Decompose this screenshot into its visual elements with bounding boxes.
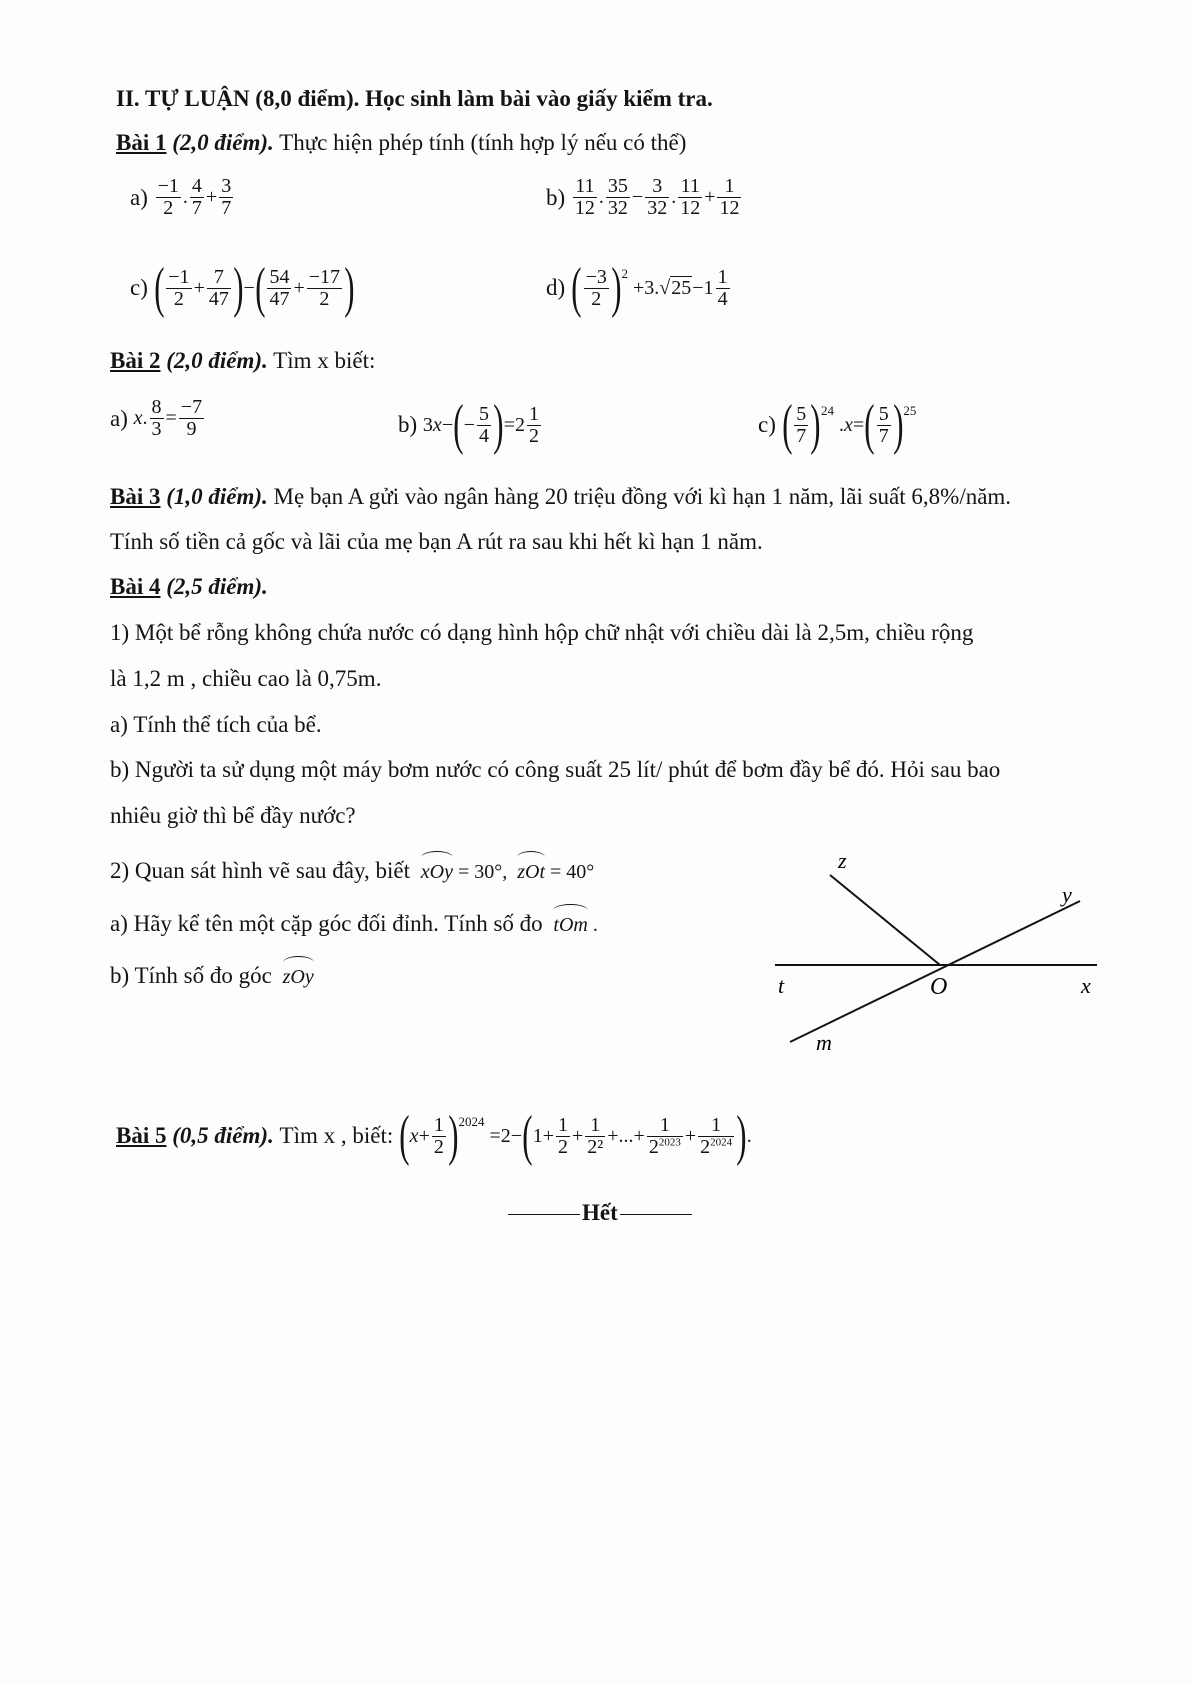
label-z: z [838,850,847,873]
bai1-points: (2,0 điểm). [172,130,274,155]
bai3-text2: Tính số tiền cả gốc và lãi của mẹ bạn A rút ra sau khi hết kì hạn 1 năm. [110,529,763,554]
bai2-b-expr: 3 x − ( − 5 4 ) =2 1 2 [422,394,539,456]
bai1-heading [116,130,686,156]
bai2-b-label: b) [398,412,418,437]
bai4-heading [110,574,268,600]
bai5-points: (0,5 điểm). [172,1123,274,1148]
label-y: y [1062,882,1072,907]
end-marker [506,1200,694,1226]
bai1-a-expr: −1 2 . 4 7 + 3 7 [157,175,232,219]
bai2-a [110,397,206,440]
bai1-a-label: a) [130,184,148,210]
bai4-p2-b: b) Tính số đo góc [110,963,272,988]
bai1-d [546,257,732,319]
section-heading: II. TỰ LUẬN (8,0 điểm). Học sinh làm bài vào giấy kiểm tra. [116,86,713,111]
bai5-text: Tìm x , biết: [279,1123,394,1148]
bai3-text1: Mẹ bạn A gửi vào ngân hàng 20 triệu đồng với kì hạn 1 năm, lãi suất 6,8%/năm. [273,484,1012,509]
bai1-b [546,176,743,219]
bai2-a-label: a) [110,405,128,431]
bai1-a [130,176,235,219]
bai4-label: Bài 4 [110,574,161,599]
bai5-line [116,1105,752,1167]
bai1-text: Thực hiện phép tính (tính hợp lý nếu có thể) [279,130,687,155]
bai2-heading [110,348,375,374]
bai1-b-expr: 11 12 . 35 32 − 3 32 . 11 12 + 1 12 [574,175,740,219]
end-text: Hết [582,1200,618,1225]
bai1-c [130,257,355,319]
bai4-p1-line2: là 1,2 m , chiều cao là 0,75m. [110,666,382,691]
line-my [790,901,1080,1042]
bai4-p1-b-line2: nhiêu giờ thì bể đầy nước? [110,803,356,828]
bai3-line1 [110,484,1011,510]
bai4-p1-b-line1: b) Người ta sử dụng một máy bơm nước có công suất 25 lít/ phút để bơm đầy bể đó. Hỏi sau bao [110,757,1001,782]
bai4-p2-a: a) Hãy kể tên một cặp góc đối đỉnh. Tính số đo [110,911,543,936]
bai4-p2-b-line: b) Tính số đo góc zOy [110,963,314,988]
bai1-d-expr: ( −3 2 ) 2 +3.√ 25 −1 1 4 [571,257,728,319]
bai4-p2-intro-line: 2) Quan sát hình vẽ sau đây, biết xOy = 30°, zOt = 40° [110,858,595,883]
bai2-label: Bài 2 [110,348,161,373]
bai2-a-expr: x . 8 3 = −7 9 [133,396,203,440]
label-o: O [930,974,948,1000]
bai5-label: Bài 5 [116,1123,167,1148]
bai1-b-label: b) [546,184,566,210]
bai5-expr: ( x + 1 2 ) 2024 =2− ( 1+ 1 2 + 1 2² +...+ 1 $2^{2023}$ + 1 $2^{2024}$ ) . [399,1105,752,1167]
bai1-c-label: c) [130,275,148,300]
bai2-c-label: c) [758,412,776,437]
bai4-p1-a: a) Tính thể tích của bể. [110,712,322,737]
bai4-p2-intro: 2) Quan sát hình vẽ sau đây, biết [110,858,410,883]
bai3-label: Bài 3 [110,484,161,509]
bai3-points: (1,0 điểm). [166,484,268,509]
ray-oz [830,875,940,965]
bai4-p1-line1: 1) Một bể rỗng không chứa nước có dạng hình hộp chữ nhật với chiều dài là 2,5m, chiều rộng [110,620,974,645]
angle-figure [760,850,1100,1060]
bai1-label: Bài 1 [116,130,167,155]
bai2-c [758,394,917,456]
label-m: m [816,1030,832,1055]
label-x: x [1081,973,1091,998]
bai2-c-expr: ( 5 7 ) 24 . x = ( 5 7 ) 25 [781,394,917,456]
bai1-d-label: d) [546,275,566,300]
bai2-b [398,394,543,456]
bai4-points: (2,5 điểm). [166,574,268,599]
bai4-p2-a-line: a) Hãy kể tên một cặp góc đối đỉnh. Tính số đo tOm . [110,911,598,936]
bai1-c-expr: ( −1 2 + 7 47 ) − ( 54 47 + −17 2 ) [153,257,355,319]
bai2-text: Tìm x biết: [273,348,376,373]
label-t: t [778,973,785,998]
bai2-points: (2,0 điểm). [166,348,268,373]
